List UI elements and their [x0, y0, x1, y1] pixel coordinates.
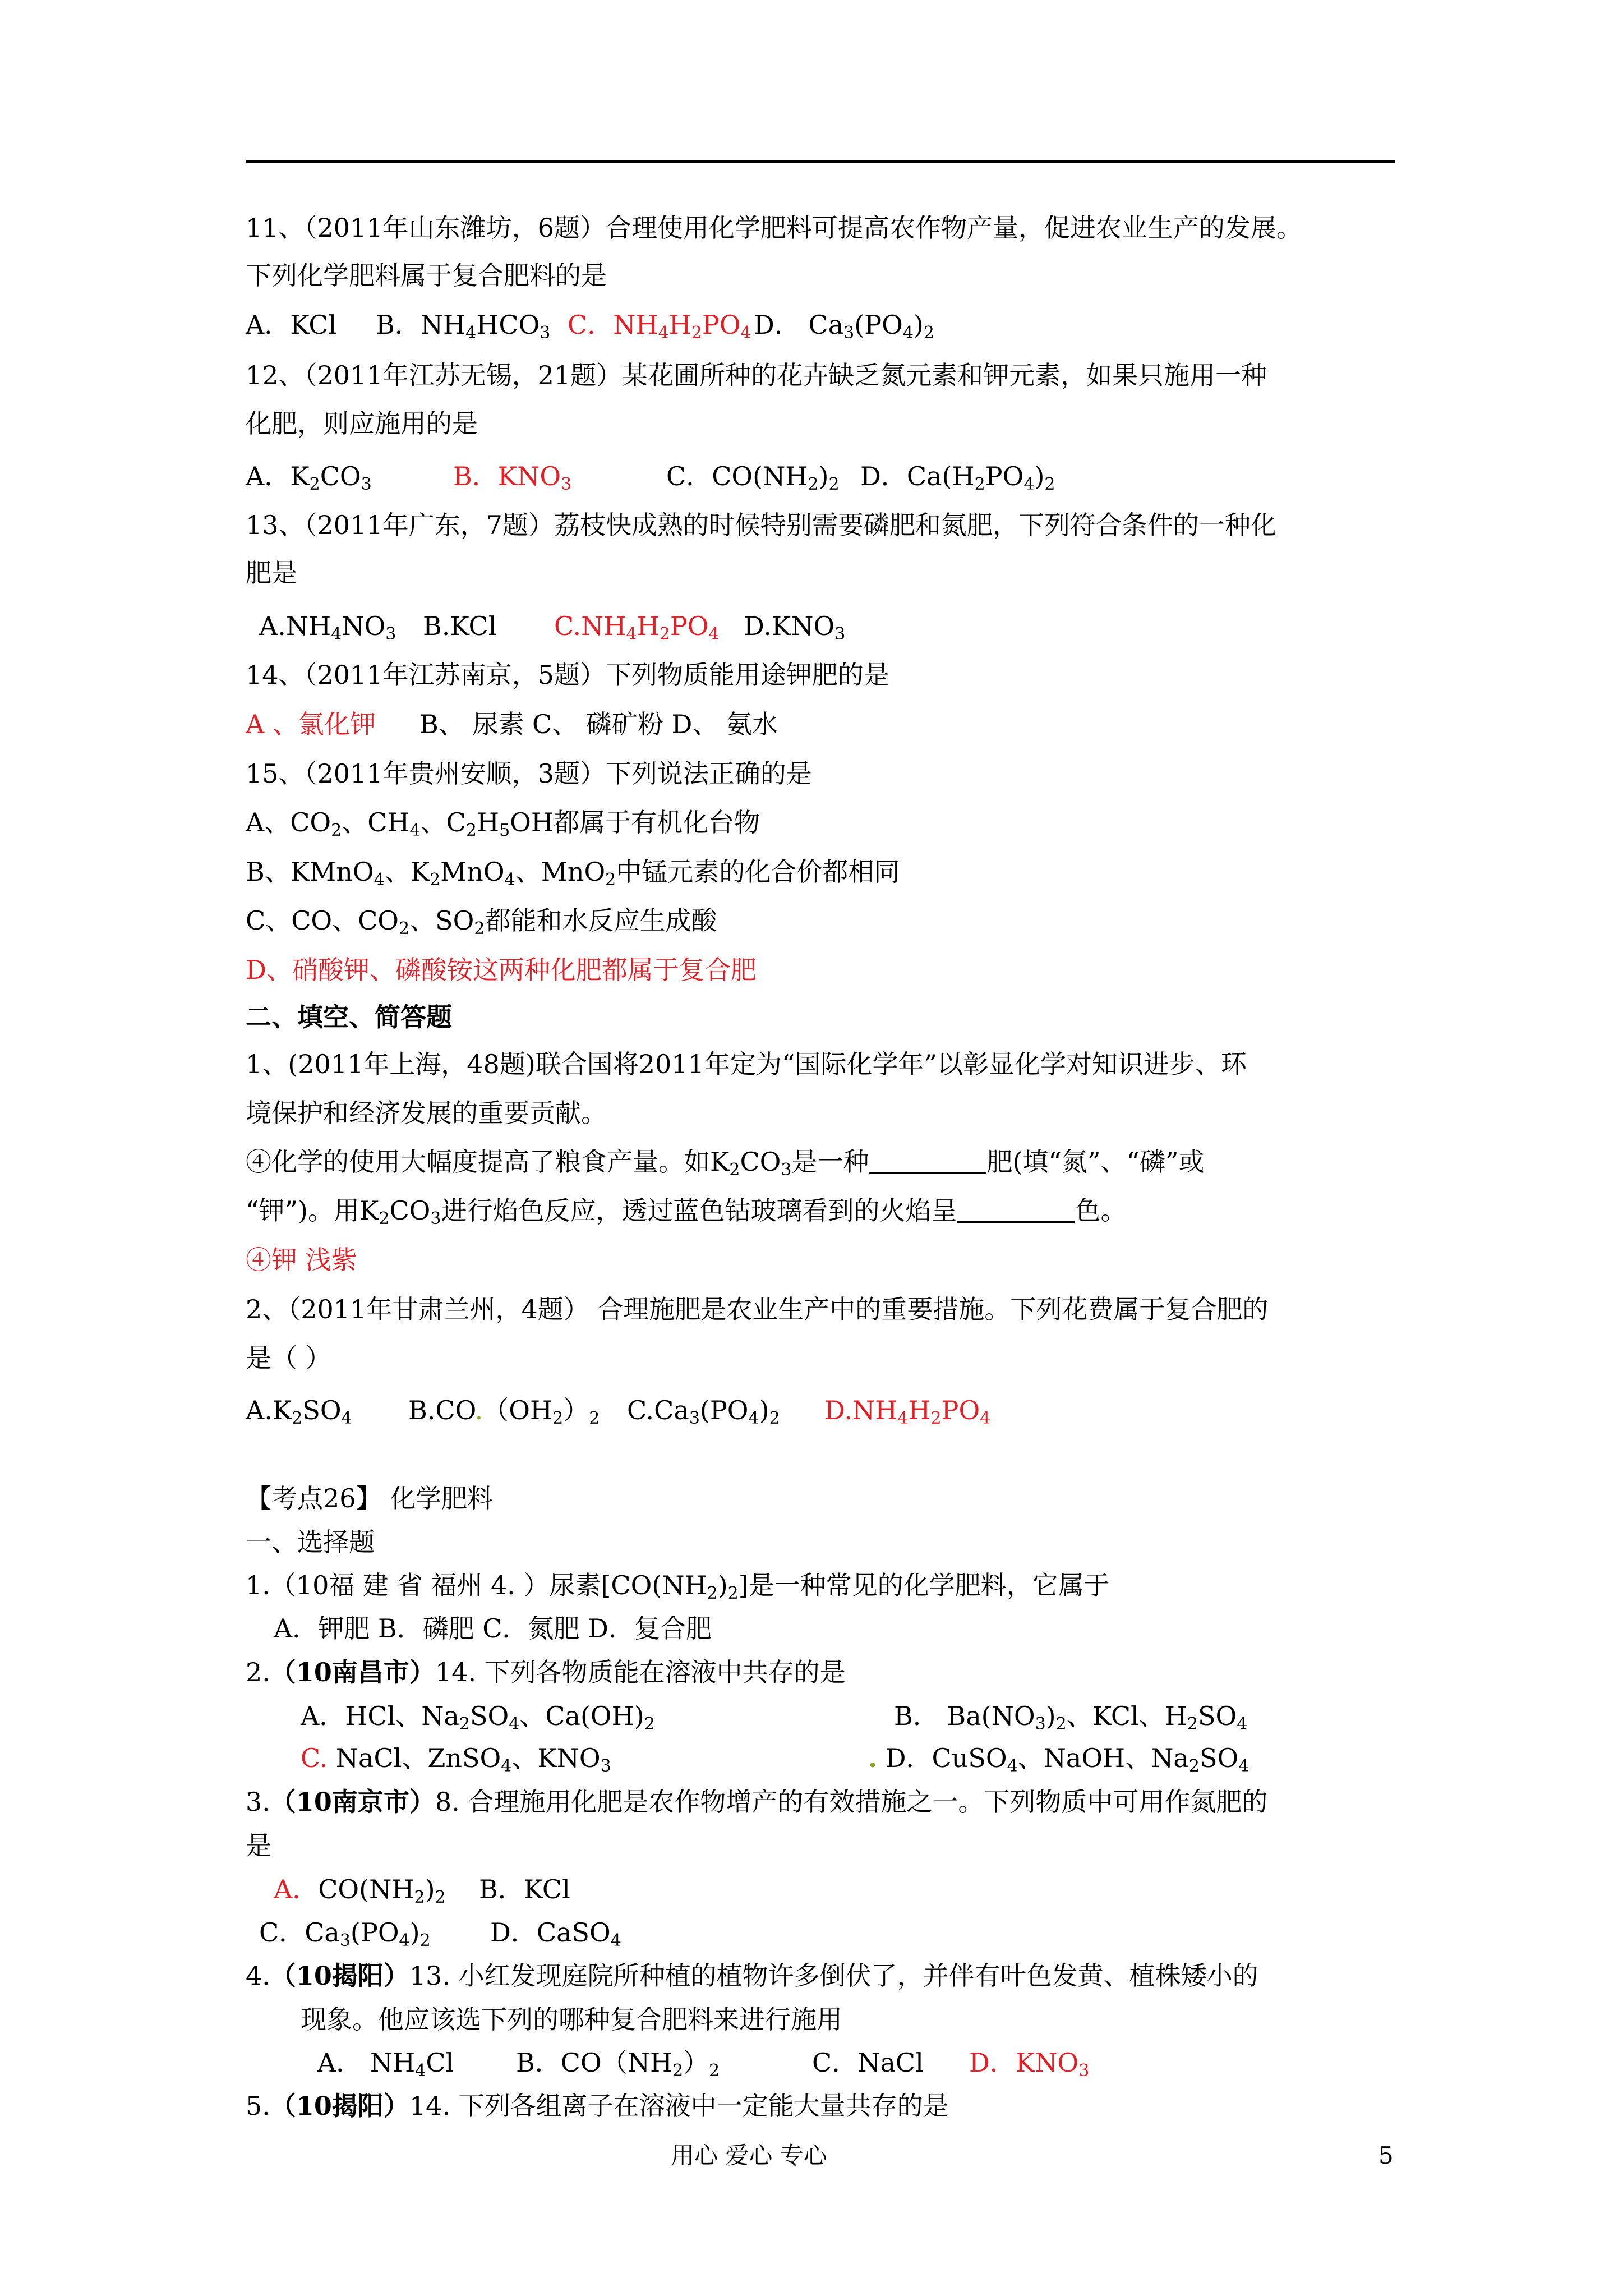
q11-option-b: B．$NH_4HCO_3$ — [376, 310, 551, 343]
kd26-title: 【考点26】 化学肥料 — [246, 1483, 494, 1513]
q11-option-a: A．KCl — [246, 310, 337, 340]
kd26-subtitle: 一、选择题 — [246, 1527, 375, 1557]
f2-option-a: $A.K_2SO_4$ — [246, 1395, 352, 1428]
kd26-q3-stem-line2: 是 — [246, 1830, 271, 1861]
q13-option-b: B.KCl — [423, 611, 497, 641]
kd26-q2-option-c: C. NaCl、ZnSO$_4$、$KNO_3$ — [301, 1743, 611, 1776]
kd26-q3-option-a-answer: A．$CO(NH_2)_2$ — [274, 1874, 446, 1907]
f1-stem-line1: 1、(2011年上海，48题)联合国将2011年定为“国际化学年”以彰显化学对知识进步、环 — [246, 1049, 1247, 1079]
q14-stem: 14、（2011年江苏南京，5题）下列物质能用途钾肥的是 — [246, 660, 889, 690]
q14-option-rest: B、 尿素 C、 磷矿粉 D、 氨水 — [419, 709, 778, 739]
q11-stem-line1: 11、（2011年山东潍坊，6题）合理使用化学肥料可提高农作物产量，促进农业生产的发展。 — [246, 213, 1302, 243]
kd26-q3-stem: 3.（10南京市）8. 合理施用化肥是农作物增产的有效措施之一。下列物质中可用作氮肥的 — [246, 1787, 1268, 1817]
q13-stem-line2: 肥是 — [246, 558, 297, 588]
q15-option-d-answer: D、硝酸钾、磷酸铵这两种化肥都属于复合肥 — [246, 955, 757, 985]
kd26-q4-stem: 4.（10揭阳）13. 小红发现庭院所种植的植物许多倒伏了，并伴有叶色发黄、植株矮小的 — [246, 1961, 1258, 1991]
kd26-q4-option-d-answer: D．$KNO_3$ — [969, 2047, 1090, 2081]
kd26-q4-stem-line2: 现象。他应该选下列的哪种复合肥料来进行施用 — [301, 2004, 842, 2035]
q14-option-a-answer: A 、氯化钾 — [246, 709, 376, 739]
kd26-q3-option-c: C．$Ca_3(PO_4)_2$ — [259, 1917, 431, 1950]
f1-blank-2 — [957, 1199, 1075, 1223]
q15-stem: 15、（2011年贵州安顺，3题）下列说法正确的是 — [246, 758, 812, 789]
q13-option-a: $A.NH_4NO_3$ — [259, 611, 396, 644]
q12-option-c: C．$CO(NH_2)_2$ — [666, 461, 840, 494]
f1-stem-line2: 境保护和经济发展的重要贡献。 — [246, 1098, 607, 1128]
kd26-q4-options — [317, 2045, 1467, 2080]
q12-option-a: A．$K_2CO_3$ — [246, 461, 372, 494]
footer-motto: 用心 爱心 专心 — [671, 2142, 827, 2169]
section2-title: 二、填空、简答题 — [246, 1002, 452, 1032]
f2-stem-line2: 是（ ） — [246, 1343, 331, 1373]
kd26-q2-option-b: B． $Ba(NO_3)_2$、KCl、$H_2SO_4$ — [894, 1701, 1248, 1734]
q11-option-c-answer: C．$NH_4H_2PO_4$ — [568, 310, 751, 343]
f2-option-d-answer: $D.NH_4H_2PO_4$ — [824, 1395, 991, 1428]
page-number: 5 — [1378, 2142, 1394, 2169]
kd26-q4-option-a: A． $NH_4Cl$ — [317, 2047, 454, 2081]
kd26-q3-option-b: B．KCl — [479, 1874, 570, 1904]
q13-stem-line1: 13、（2011年广东，7题）荔枝快成熟的时候特别需要磷肥和氮肥，下列符合条件的一种化 — [246, 510, 1276, 540]
q12-option-b-answer: B．$KNO_3$ — [453, 461, 572, 494]
q11-option-d: D． $Ca_3(PO_4)_2$ — [754, 310, 934, 343]
q11-stem-line2: 下列化学肥料属于复合肥料的是 — [246, 260, 607, 291]
kd26-q4-option-c: C．NaCl — [812, 2047, 924, 2078]
f1-question-line2: “钾”)。用$K_2CO_3$进行焰色反应，透过蓝色钴玻璃看到的火焰呈 色。 — [246, 1195, 1127, 1228]
kd26-q4-option-b: B．$CO(NH_2)_2$ — [516, 2047, 720, 2081]
q15-option-b: B、KMnO$_4$、$K_2MnO_4$、MnO$_2$中锰元素的化合价都相同 — [246, 857, 900, 890]
q13-option-d: $D.KNO_3$ — [744, 611, 846, 644]
kd26-q2-option-a: A．HCl、$Na_2SO_4$、$Ca(OH)_2$ — [301, 1701, 655, 1734]
q15-option-a: A、$CO_2$、$CH_4$、$C_2H_5OH$都属于有机化台物 — [246, 807, 760, 840]
header-rule — [246, 160, 1395, 163]
kd26-q3-options-ab — [274, 1872, 1423, 1907]
f2-option-b: $B.CO.(OH_2)_2$ — [408, 1395, 600, 1428]
f1-question-line1: ④化学的使用大幅度提高了粮食产量。如$K_2CO_3$是一种 肥(填“氮”、“磷”或 — [246, 1147, 1205, 1180]
f2-stem-line1: 2、（2011年甘肃兰州，4题） 合理施肥是农业生产中的重要措施。下列花费属于复合肥的 — [246, 1294, 1269, 1324]
q12-stem-line1: 12、（2011年江苏无锡，21题）某花圃所种的花卉缺乏氮元素和钾元素，如果只施用一种 — [246, 360, 1267, 390]
q12-stem-line2: 化肥，则应施用的是 — [246, 408, 478, 439]
kd26-q2-options-ab — [301, 1699, 1450, 1733]
f2-option-c: $C.Ca_3(PO_4)_2$ — [627, 1395, 780, 1428]
kd26-q2-stem: 2.（10南昌市）14. 下列各物质能在溶液中共存的是 — [246, 1657, 846, 1687]
f1-blank-1 — [869, 1150, 986, 1174]
kd26-q3-options-cd — [259, 1915, 1409, 1950]
q12-option-d: D．$Ca(H_2PO_4)_2$ — [860, 461, 1055, 494]
kd26-q3-option-d: D．CaSO$_4$ — [490, 1917, 621, 1950]
kd26-q1-stem: 1.（10福 建 省 福州 4. ）尿素$[CO(NH_2)_2]$是一种常见的化学肥料，它属于 — [246, 1570, 1110, 1603]
kd26-q2-option-d: . D．CuSO$_4$、NaOH、$Na_2SO_4$ — [868, 1743, 1249, 1776]
q13-option-c-answer: $C.NH_4H_2PO_4$ — [554, 611, 720, 644]
kd26-q1-options: A．钾肥 B．磷肥 C．氮肥 D．复合肥 — [274, 1613, 712, 1644]
kd26-q5-stem: 5.（10揭阳）14. 下列各组离子在溶液中一定能大量共存的是 — [246, 2091, 949, 2121]
kd26-q2-options-cd — [301, 1741, 1450, 1775]
f1-answer: ④钾 浅紫 — [246, 1245, 357, 1275]
q15-option-c: C、CO、$CO_2$、$SO_2$都能和水反应生成酸 — [246, 905, 717, 938]
q14-options — [246, 707, 1395, 742]
